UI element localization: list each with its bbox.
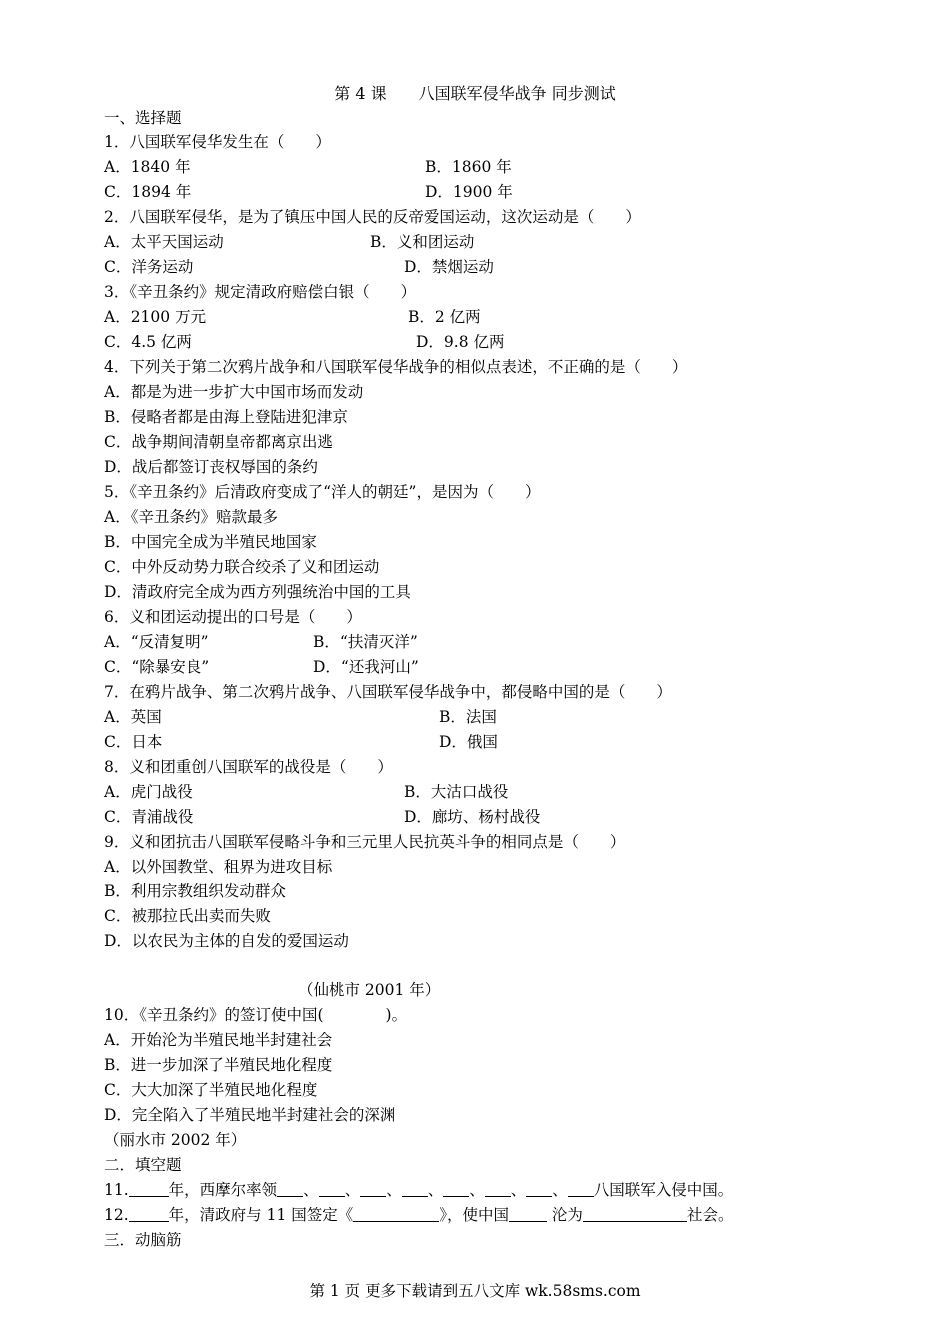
q3-option-b: B．2 亿两 [408,308,481,326]
q2-option-d: D．禁烟运动 [404,258,494,276]
q10-option-b: B．进一步加深了半殖民地化程度 [104,1056,333,1074]
q7-option-d: D．俄国 [439,733,498,751]
q12-blank-society[interactable] [583,1205,687,1222]
q12-blank-status[interactable] [509,1205,547,1222]
question-4: 4．下列关于第二次鸦片战争和八国联军侵华战争的相似点表述，不正确的是（ ） [104,358,688,376]
question-2: 2．八国联军侵华，是为了镇压中国人民的反帝爱国运动，这次运动是（ ） [104,208,641,226]
q7-option-c: C．日本 [104,733,163,751]
q6-option-a: A．“反清复明” [104,633,209,651]
q11-blank-country-5[interactable] [443,1180,469,1197]
question-11 [104,1178,733,1202]
q11-sep: 、 [510,1181,527,1199]
source-note-xiantao: （仙桃市 2001 年） [298,981,441,999]
source-note-lishui: （丽水市 2002 年） [104,1131,247,1149]
q11-blank-country-8[interactable] [568,1180,594,1197]
q2-option-b: B．义和团运动 [370,233,475,251]
section-heading-think: 三．动脑筋 [104,1231,182,1249]
q11-sep: 、 [552,1181,568,1199]
q12-blank-treaty[interactable] [353,1205,439,1222]
q9-option-d: D．以农民为主体的自发的爱国运动 [104,932,349,950]
q3-option-d: D．9.8 亿两 [416,333,505,351]
q11-blank-country-1[interactable] [277,1180,303,1197]
q12-text-2: 》，使中国 [439,1206,509,1224]
q7-option-a: A．英国 [104,708,162,726]
q4-option-b: B．侵略者都是由海上登陆进犯津京 [104,408,348,426]
question-9: 9．义和团抗击八国联军侵略斗争和三元里人民抗英斗争的相同点是（ ） [104,833,626,851]
q11-blank-country-6[interactable] [485,1180,511,1197]
q5-option-a: A．《辛丑条约》赔款最多 [104,508,278,526]
q11-sep: 、 [427,1181,444,1199]
question-1: 1．八国联军侵华发生在（ ） [104,133,331,151]
q5-option-d: D．清政府完全成为西方列强统治中国的工具 [104,583,411,601]
q11-text-2: 八国联军入侵中国。 [593,1181,734,1199]
q6-option-c: C．“除暴安良” [104,658,210,676]
q9-option-c: C．被那拉氏出卖而失败 [104,907,271,925]
q8-option-b: B．大沽口战役 [404,783,509,801]
q11-blank-country-4[interactable] [402,1180,428,1197]
q9-option-b: B．利用宗教组织发动群众 [104,882,286,900]
q11-blank-country-3[interactable] [360,1180,386,1197]
question-7: 7．在鸦片战争、第二次鸦片战争、八国联军侵华战争中，都侵略中国的是（ ） [104,683,672,701]
q6-option-b: B．“扶清灭洋” [313,633,418,651]
q10-option-c: C．大大加深了半殖民地化程度 [104,1081,318,1099]
q1-option-a: A．1840 年 [104,158,191,176]
page-title: 第 4 课 八国联军侵华战争 同步测试 [334,84,616,103]
q1-option-b: B．1860 年 [425,158,512,176]
q5-option-c: C．中外反动势力联合绞杀了义和团运动 [104,558,380,576]
q11-sep: 、 [344,1181,361,1199]
q11-sep: 、 [469,1181,485,1199]
question-10: 10．《辛丑条约》的签订使中国( )。 [104,1006,408,1024]
q10-option-d: D．完全陷入了半殖民地半封建社会的深渊 [104,1106,396,1124]
q12-text-1: 年，清政府与 11 国签定《 [168,1206,354,1224]
q5-option-b: B．中国完全成为半殖民地国家 [104,533,317,551]
q11-sep: 、 [303,1181,319,1199]
question-3: 3．《辛丑条约》规定清政府赔偿白银（ ） [104,283,417,301]
question-5: 5．《辛丑条约》后清政府变成了“洋人的朝廷”，是因为（ ） [104,483,541,501]
q8-option-d: D．廊坊、杨村战役 [404,808,541,826]
q2-option-c: C．洋务运动 [104,258,194,276]
q10-option-a: A．开始沦为半殖民地半封建社会 [104,1031,333,1049]
q12-text-4: 社会。 [686,1206,734,1224]
q11-blank-country-2[interactable] [319,1180,345,1197]
section-heading-fill: 二．填空题 [104,1156,182,1174]
q8-option-c: C．青浦战役 [104,808,194,826]
question-8: 8．义和团重创八国联军的战役是（ ） [104,758,393,776]
q12-number: 12. [104,1206,129,1224]
question-6: 6．义和团运动提出的口号是（ ） [104,608,362,626]
q8-option-a: A．虎门战役 [104,783,193,801]
q12-text-3: 沦为 [547,1206,583,1224]
q7-option-b: B．法国 [439,708,497,726]
q6-option-d: D．“还我河山” [313,658,419,676]
q11-blank-year[interactable] [129,1180,169,1197]
q11-text-1: 年，西摩尔率领 [168,1181,278,1199]
q4-option-a: A．都是为进一步扩大中国市场而发动 [104,383,364,401]
q3-option-a: A．2100 万元 [104,308,207,326]
q1-option-c: C．1894 年 [104,183,192,201]
q4-option-d: D．战后都签订丧权辱国的条约 [104,458,318,476]
q4-option-c: C．战争期间清朝皇帝都离京出逃 [104,433,333,451]
q2-option-a: A．太平天国运动 [104,233,224,251]
q11-blank-country-7[interactable] [526,1180,552,1197]
page-footer: 第 1 页 更多下载请到五八文库 wk.58sms.com [309,1282,641,1300]
section-heading-choice: 一、选择题 [104,109,182,127]
question-12 [104,1203,733,1227]
q11-sep: 、 [386,1181,402,1199]
q1-option-d: D．1900 年 [425,183,513,201]
q12-blank-year[interactable] [129,1205,169,1222]
q3-option-c: C．4.5 亿两 [104,333,192,351]
q9-option-a: A．以外国教堂、租界为进攻目标 [104,858,333,876]
q11-number: 11. [104,1181,129,1199]
